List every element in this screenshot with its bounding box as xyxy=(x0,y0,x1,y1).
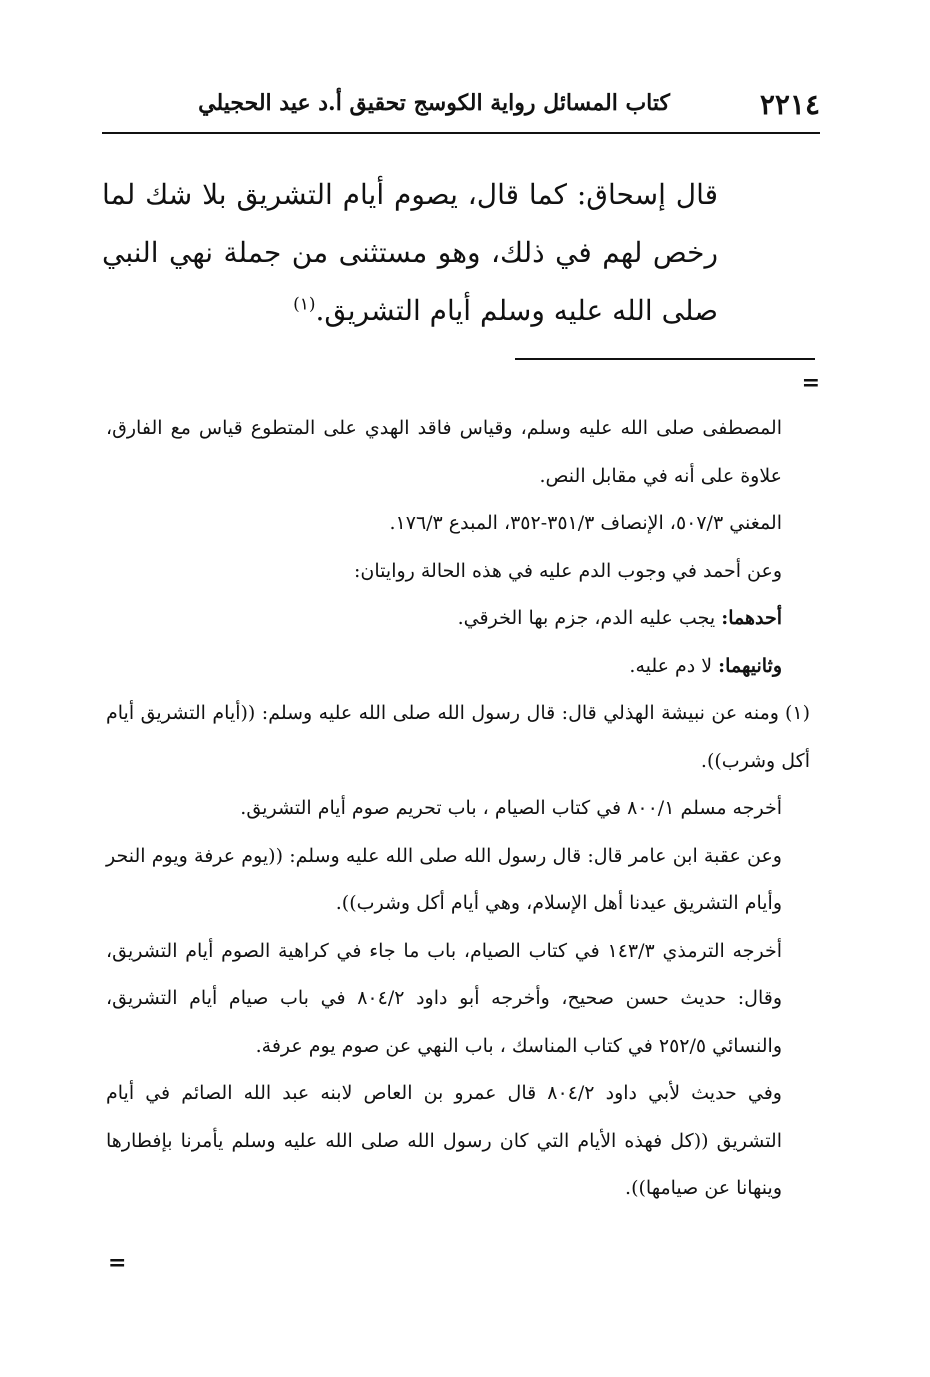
continuation-mark-top: = xyxy=(801,370,820,396)
footnote-continued-line: وعن أحمد في وجوب الدم عليه في هذه الحالة روايتان: xyxy=(354,559,782,582)
continuation-mark-bottom: = xyxy=(108,1250,127,1276)
footnote-1-text: ومنه عن نبيشة الهذلي قال: قال رسول الله صلى الله عليه وسلم: ((أيام التشريق أيام أكل وشرب)). xyxy=(106,702,810,772)
page-header xyxy=(102,86,820,136)
footnote-1-line: أخرجه الترمذي ١٤٣/٣ في كتاب الصيام، باب ما جاء في كراهية الصوم أيام التشريق، وقال: حديث حسن صحيح، وأخرجه أبو داود ٨٠٤/٢ في باب صيام أيام التشريق، والنسائي ٢٥٢/٥ في كتاب المناسك ، باب النهي عن صوم يوم عرفة. xyxy=(106,939,782,1057)
footnote-continued-line: المغني ٥٠٧/٣، الإنصاف ٣٥١/٣-٣٥٢، المبدع ١٧٦/٣. xyxy=(389,512,782,534)
running-title: كتاب المسائل رواية الكوسج تحقيق أ.د عيد الحجيلي xyxy=(198,90,670,116)
first-narration-text: يجب عليه الدم، جزم بها الخرقي. xyxy=(457,607,722,629)
footnote-1-number: (١) xyxy=(784,702,810,724)
second-narration-text: لا دم عليه. xyxy=(629,654,719,677)
second-narration-label: وثانيهما: xyxy=(718,654,782,677)
footnotes xyxy=(106,405,810,1213)
main-paragraph-text: قال إسحاق: كما قال، يصوم أيام التشريق بلا شك لما رخص لهم في ذلك، وهو مستثنى من جملة نهي النبي صلى الله عليه وسلم أيام التشريق. xyxy=(102,178,718,327)
footnote-separator xyxy=(515,358,815,360)
footnote-1-line: وفي حديث لأبي داود ٨٠٤/٢ قال عمرو بن العاص لابنه عبد الله الصائم في أيام التشريق ((كل فهذه الأيام التي كان رسول الله صلى الله عليه وسلم يأمرنا بإفطارها وينهانا عن صيامها)). xyxy=(106,1082,782,1199)
header-rule xyxy=(102,132,820,134)
footnote-continued-line: المصطفى صلى الله عليه وسلم، وقياس فاقد الهدي على المتطوع قياس مع الفارق، علاوة على أنه في مقابل النص. xyxy=(106,417,782,487)
footnote-second-narration xyxy=(106,643,782,691)
footnote-reference: (١) xyxy=(293,294,316,315)
main-paragraph xyxy=(102,166,718,340)
footnote-1 xyxy=(106,690,810,785)
footnote-1-line: أخرجه مسلم ٨٠٠/١ في كتاب الصيام ، باب تحريم صوم أيام التشريق. xyxy=(240,797,782,819)
first-narration-label: أحدهما: xyxy=(721,607,782,629)
footnote-first-narration xyxy=(106,595,782,643)
page-number: ٢٢١٤ xyxy=(759,88,820,121)
footnote-1-line: وعن عقبة ابن عامر قال: قال رسول الله صلى الله عليه وسلم: ((يوم عرفة ويوم النحر وأيام التشريق عيدنا أهل الإسلام، وهي أيام أكل وشرب)). xyxy=(106,844,782,914)
